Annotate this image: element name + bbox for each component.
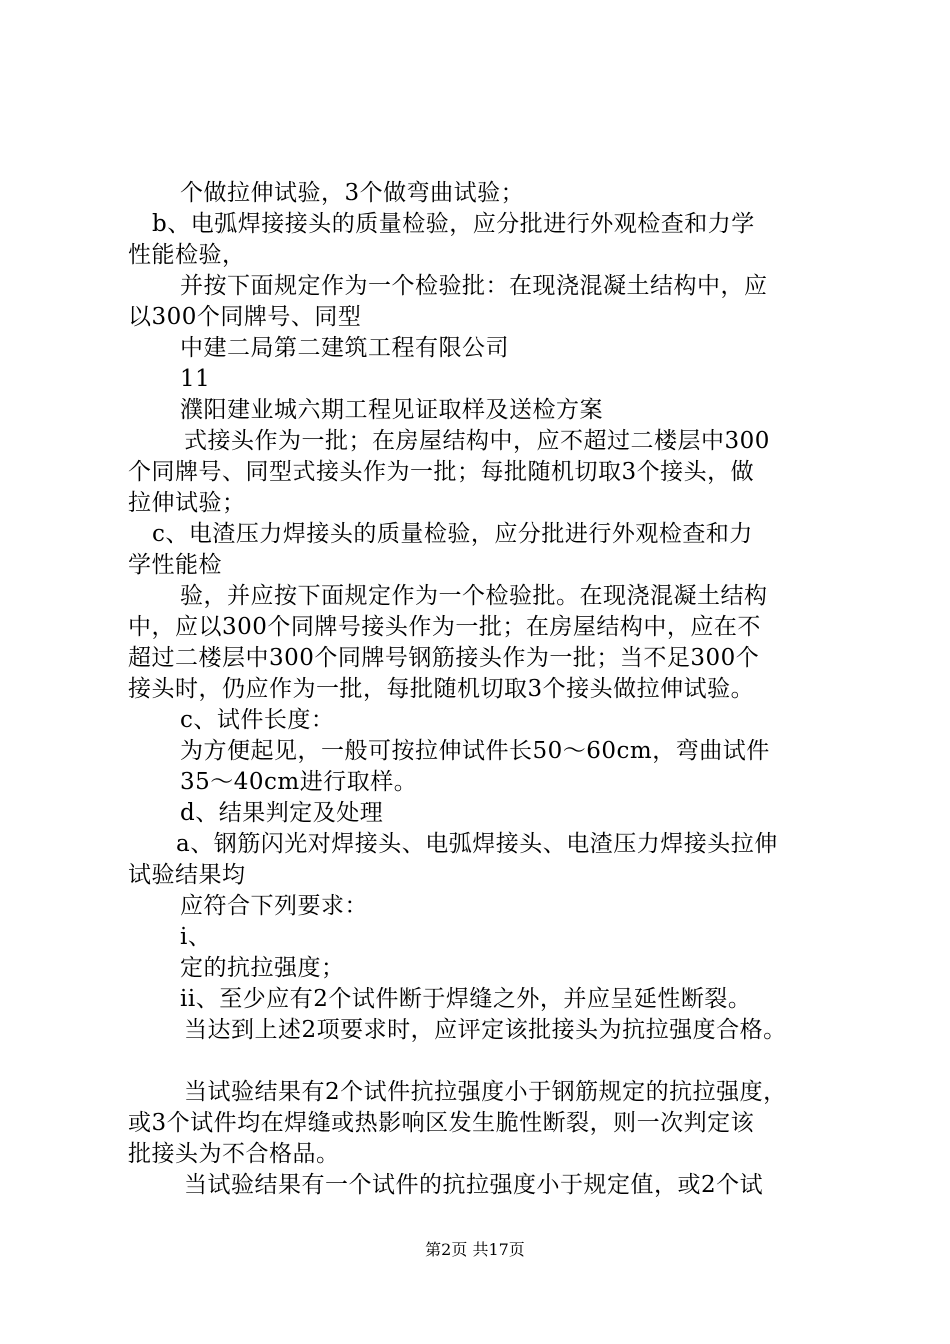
company-name: 中建二局第二建筑工程有限公司	[180, 335, 509, 361]
text-line: 35～40cm进行取样。	[180, 769, 418, 795]
text-line: 应符合下列要求：	[180, 893, 368, 919]
text-line: a、钢筋闪光对焊接头、电弧焊接头、电渣压力焊接头拉伸	[176, 831, 778, 857]
text-line: 批接头为不合格品。	[128, 1141, 340, 1167]
text-line: 当试验结果有2个试件抗拉强度小于钢筋规定的抗拉强度，	[184, 1079, 787, 1105]
text-line: c、电渣压力焊接头的质量检验，应分批进行外观检查和力	[152, 521, 753, 547]
text-line: 性能检验，	[128, 242, 246, 268]
text-line: 接头时，仍应作为一批，每批随机切取3个接头做拉伸试验。	[128, 676, 755, 702]
text-line: 当达到上述2项要求时，应评定该批接头为抗拉强度合格。	[184, 1017, 787, 1043]
text-line: 学性能检	[128, 552, 222, 578]
page-number-header: 11	[180, 366, 211, 392]
section-heading: c、试件长度：	[180, 707, 335, 733]
list-marker: i、	[180, 924, 212, 950]
text-line: 式接头作为一批；在房屋结构中，应不超过二楼层中300	[184, 428, 770, 454]
project-title: 濮阳建业城六期工程见证取样及送检方案	[180, 397, 603, 423]
text-line: 中，应以300个同牌号接头作为一批；在房屋结构中，应在不	[128, 614, 761, 640]
text-line: 以300个同牌号、同型	[128, 304, 362, 330]
text-line: 拉伸试验；	[128, 490, 246, 516]
text-line: 定的抗拉强度；	[180, 955, 345, 981]
text-line: 试验结果均	[128, 862, 246, 888]
text-line: 验，并应按下面规定作为一个检验批。在现浇混凝土结构	[180, 583, 768, 609]
text-line: 或3个试件均在焊缝或热影响区发生脆性断裂，则一次判定该	[128, 1110, 755, 1136]
text-line: 个做拉伸试验，3个做弯曲试验；	[180, 180, 525, 206]
text-line: 并按下面规定作为一个检验批：在现浇混凝土结构中，应	[180, 273, 768, 299]
text-line: b、电弧焊接接头的质量检验，应分批进行外观检查和力学	[152, 211, 755, 237]
text-line: ii、至少应有2个试件断于焊缝之外，并应呈延性断裂。	[180, 986, 752, 1012]
text-line: 为方便起见，一般可按拉伸试件长50～60cm，弯曲试件	[180, 738, 770, 764]
text-line: 当试验结果有一个试件的抗拉强度小于规定值，或2个试	[184, 1172, 764, 1198]
text-line: 超过二楼层中300个同牌号钢筋接头作为一批；当不足300个	[128, 645, 760, 671]
page-footer: 第2页 共17页	[425, 1240, 525, 1259]
section-heading: d、结果判定及处理	[180, 800, 384, 826]
text-line: 个同牌号、同型式接头作为一批；每批随机切取3个接头，做	[128, 459, 755, 485]
